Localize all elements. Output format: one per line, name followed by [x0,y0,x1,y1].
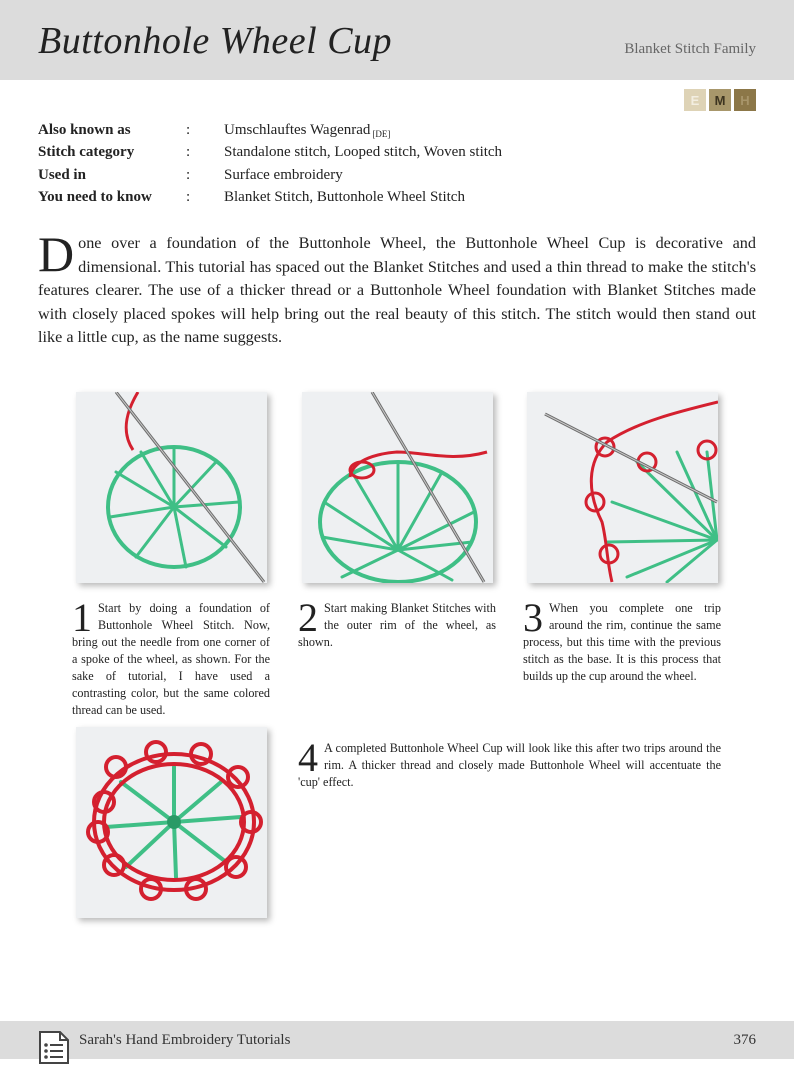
step-4-caption [298,735,721,791]
step-1-photo [76,392,267,583]
difficulty-level [684,89,756,111]
info-value: Standalone stitch, Looped stitch, Woven stitch [224,144,503,161]
step-2-caption [298,595,496,651]
info-label: You need to know [38,189,152,206]
step-number: 2 [298,595,318,640]
info-value [224,122,390,139]
info-value: Blanket Stitch, Buttonhole Wheel Stitch [224,189,465,206]
info-row-prerequisites [38,187,502,210]
page-header [0,0,794,80]
step-2-photo [302,392,493,583]
step-1-caption [72,595,270,719]
page-footer [0,1021,794,1059]
info-value: Surface embroidery [224,166,343,183]
info-colon: : [186,144,191,161]
info-colon: : [186,121,191,138]
page-number: 376 [733,1032,756,1048]
step-number: 4 [298,735,318,780]
info-row-category [38,142,502,165]
stitch-info-table [38,119,502,209]
info-label: Used in [38,166,86,183]
info-row-used-in [38,164,502,187]
step-4-photo [76,727,267,918]
intro-paragraph [38,226,756,350]
intro-text: one over a foundation of the Buttonhole Wheel, the Buttonhole Wheel Cup is decorative and dimensional. This tutorial has spaced out the Blanket Stitches and used a thin thread to make the stitch's features clearer. The use of a thicker thread or a Buttonhole Wheel foundation with Blanket Stitches made with closely placed spokes will help bring out the real beauty of this stitch. The stitch would then stand out like a little cup, as the name suggests. [38,234,756,346]
step-text: A completed Buttonhole Wheel Cup will look like this after two trips around the rim. A thicker thread and closely made Buttonhole Wheel will accentuate the 'cup' effect. [298,741,721,789]
step-text: Start by doing a foundation of Buttonhole Wheel Stitch. Now, bring out the needle from one corner of a spoke of the wheel, as shown. For the sake of tutorial, I have used a contrasting color, but the same colored thread can be used. [72,601,270,717]
level-hard-badge: H [734,89,756,111]
level-medium-badge: M [709,89,731,111]
step-number: 1 [72,595,92,640]
info-colon: : [186,166,191,183]
info-row-aka [38,119,502,142]
info-value-text: Umschlauftes Wagenrad [224,121,371,138]
step-text: When you complete one trip around the rim, continue the same process, but this time with the previous stitch as the base. It is this process that builds up the cup around the wheel. [523,601,721,683]
step-3-photo [527,392,718,583]
info-label: Also known as [38,121,131,138]
page-title: Buttonhole Wheel Cup [38,20,393,62]
level-easy-badge: E [684,89,706,111]
footer-title: Sarah's Hand Embroidery Tutorials [79,1032,291,1048]
info-colon: : [186,189,191,206]
step-number: 3 [523,595,543,640]
language-tag: [DE] [372,128,391,139]
info-label: Stitch category [38,144,135,161]
stitch-family: Blanket Stitch Family [624,41,756,57]
document-list-icon [38,1029,70,1069]
step-text: Start making Blanket Stitches with the outer rim of the wheel, as shown. [298,601,496,649]
step-3-caption [523,595,721,685]
drop-cap: D [38,226,75,282]
